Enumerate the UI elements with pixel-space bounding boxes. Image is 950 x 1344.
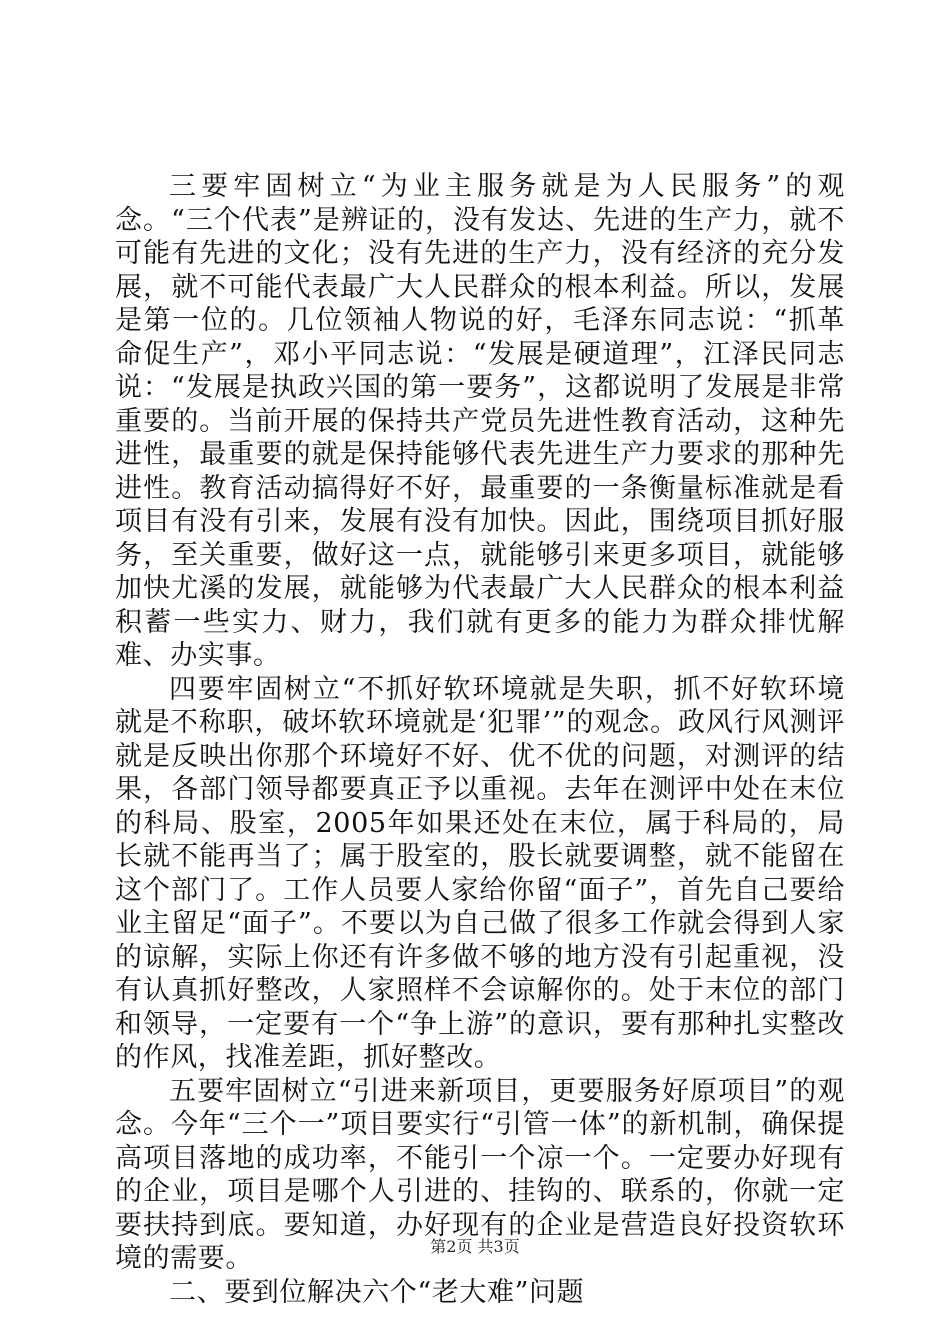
paragraph-three: 三要牢固树立“为业主服务就是为人民服务”的观念。“三个代表”是辨证的，没有发达、先进的生产力，就不可能有先进的文化；没有先进的生产力，没有经济的充分发展，就不可能代表最广大人民群众的根本利益。所以，发展是第一位的。几位领袖人物说的好，毛泽东同志说：“抓革命促生产”，邓小平同志说：“发展是硬道理”，江泽民同志说：“发展是执政兴国的第一要务”，这都说明了发展是非常重要的。当前开展的保持共产党员先进性教育活动，这种先进性，最重要的就是保持能够代表先进生产力要求的那种先进性。教育活动搞得好不好，最重要的一条衡量标准就是看项目有没有引来，发展有没有加快。因此，围绕项目抓好服务，至关重要，做好这一点，就能够引来更多项目，就能够加快尤溪的发展，就能够为代表最广大人民群众的根本利益积蓄一些实力、财力，我们就有更多的能力为群众排忧解难、办实事。 xyxy=(115,171,845,671)
section-heading: 二、要到位解决六个“老大难”问题 xyxy=(169,1276,585,1308)
document-body xyxy=(115,170,845,1309)
page-number-footer: 第2页 共3页 xyxy=(430,1237,520,1256)
paragraph-five: 五要牢固树立“引进来新项目，更要服务好原项目”的观念。今年“三个一”项目要实行“引管一体”的新机制，确保提高项目落地的成功率，不能引一个凉一个。一定要办好现有的企业，项目是哪个人引进的、挂钩的、联系的，你就一定要扶持到底。要知道，办好现有的企业是营造良好投资软环境的需要。 xyxy=(115,1075,845,1274)
paragraph-four: 四要牢固树立“不抓好软环境就是失职，抓不好软环境就是不称职，破坏软环境就是‘犯罪’”的观念。政风行风测评就是反映出你那个环境好不好、优不优的问题，对测评的结果，各部门领导都要真正予以重视。去年在测评中处在末位的科局、股室，2005年如果还处在末位，属于科局的，局长就不能再当了；属于股室的，股长就要调整，就不能留在这个部门了。工作人员要人家给你留“面子”，首先自己要给业主留足“面子”。不要以为自己做了很多工作就会得到人家的谅解，实际上你还有许多做不够的地方没有引起重视，没有认真抓好整改，人家照样不会谅解你的。处于末位的部门和领导，一定要有一个“争上游”的意识，要有那种扎实整改的作风，找准差距，抓好整改。 xyxy=(115,673,845,1073)
